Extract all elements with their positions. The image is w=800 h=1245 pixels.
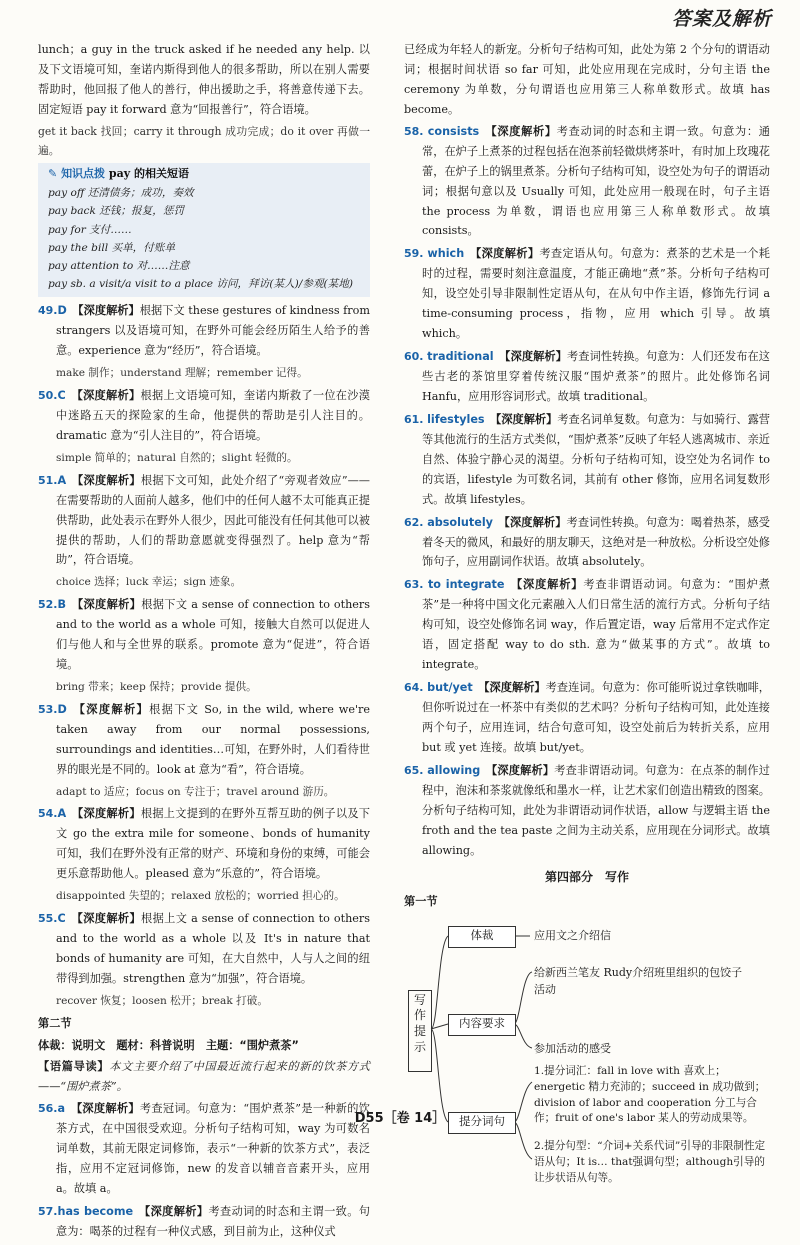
item-answer: C — [57, 389, 66, 403]
item-answer: D — [57, 702, 67, 716]
item-explanation: 考查动词的时态和主谓一致。句意为：通常，在炉子上煮茶的过程包括在泡茶前轻微烘烤茶叶，有时加上玫瑰花蕾，在炉子上的锅里煮茶。分析句子结构可知，设空处为句子的谓语动词；根据句意以及 Usually 可知，此处应用一般现在时，句子主语 the process 为单数，谓语也应用第三人称单数形式。故填 consists。 — [422, 124, 770, 238]
pencil-icon: ✎ — [48, 167, 58, 181]
item-explanation: 根据下文 So, in the wild, where we're taken away from our normal possessions, surroundings and identities…可知，在野外时，人们看待世界的眼光是不同的。look at 意为“看”，符合语境。 — [56, 702, 370, 776]
item-number: 64. — [404, 681, 424, 695]
answer-item — [38, 804, 370, 906]
left-column — [38, 40, 370, 1245]
knowledge-tip-header — [48, 165, 362, 184]
answer-item — [38, 909, 370, 1011]
answer-item — [404, 410, 770, 510]
item-number: 56. — [38, 1102, 58, 1116]
writing-mindmap — [404, 914, 770, 1184]
answer-item — [38, 471, 370, 593]
section-four-title: 第四部分 写作 — [544, 869, 629, 884]
item-vocab: adapt to 适应；focus on 专注于；travel around 游历。 — [56, 785, 335, 798]
knowledge-tip-tag: 知识点拨 — [61, 167, 106, 181]
mindmap-content-1: 给新西兰笔友 Rudy介绍班里组织的包饺子活动 — [534, 965, 743, 996]
item-vocab: choice 选择；luck 幸运；sign 迹象。 — [56, 576, 242, 589]
item-answer: A — [57, 807, 67, 821]
mindmap-language-2: 2.提分句型：“介词+关系代词”引导的非限制性定语从句；It is… that强调句型；although引导的让步状语从句等。 — [534, 1139, 766, 1184]
answer-item — [404, 122, 770, 242]
item-number: 60. — [404, 350, 424, 364]
item-tag: 【深度解析】 — [470, 246, 540, 261]
answer-item — [38, 301, 370, 383]
item-tag: 【深度解析】 — [71, 597, 142, 612]
page-header-title: 答案及解析 — [671, 8, 772, 30]
item-number: 51. — [38, 473, 58, 487]
item-vocab: bring 带来；keep 保持；provide 提供。 — [56, 680, 257, 693]
answer-item — [38, 1202, 370, 1242]
item-vocab: disappointed 失望的；relaxed 放松的；worried 担心的。 — [56, 890, 345, 903]
item-answer: B — [57, 598, 67, 612]
item-answer: to integrate — [427, 578, 505, 592]
answer-item — [404, 678, 770, 758]
item-number: 63. — [404, 578, 424, 592]
item-tag: 【深度解析】 — [72, 472, 141, 487]
answer-item — [404, 761, 770, 861]
item-tag: 【深度解析】 — [478, 680, 546, 695]
knowledge-tip-box — [38, 163, 370, 297]
item-tag: 【深度解析】 — [498, 514, 567, 529]
item-tag: 【深度解析】 — [72, 303, 140, 318]
item-number: 53. — [38, 702, 58, 716]
phrase-line: pay off 还清债务；成功，奏效 — [48, 187, 194, 200]
item-tag: 【深度解析】 — [70, 1101, 140, 1116]
item-tag: 【深度解析】 — [71, 911, 142, 925]
item-answer: consists — [427, 124, 480, 138]
intro-vocab: get it back 找回；carry it through 成功完成；do it over 再做一遍。 — [38, 124, 370, 157]
mindmap-language: 提分词句 — [448, 1112, 516, 1134]
section-two-meta: 体裁：说明文 题材：科普说明 主题：“围炉煮茶” — [38, 1038, 299, 1052]
right-column — [404, 40, 770, 1184]
intro-paragraph: lunch；a guy in the truck asked if he needed any help. 以及下文语境可知，奎诺内斯得到他人的很多帮助，所以在别人需要帮助时，他回报了他人的善行，伸出援助之手，将善意传递下去。固定短语 pay it forward 意为“回报善行”，符合语境。 — [38, 43, 370, 116]
item-answer: but/yet — [427, 681, 473, 695]
continued-paragraph: 已经成为年轻人的新宠。分析句子结构可知，此处为第 2 个分句的谓语动词；根据时间状语 so far 可知，此处应用现在完成时，分句主语 the ceremony 为单数，分句谓语也应用第三人称单数形式。故填 has become。 — [404, 43, 770, 116]
answer-item — [404, 244, 770, 344]
item-vocab: recover 恢复；loosen 松开；break 打破。 — [56, 994, 268, 1007]
mindmap-genre: 体裁 — [448, 926, 516, 948]
item-explanation: 考查非谓语动词。句意为：“围炉煮茶”是一种将中国文化元素融入人们日常生活的流行方式。分析句子结构可知，设空处修饰名词 way，作后置定语，way 后常用不定式作定语，固定搭配 way to do sth. 意为“做某事的方式”。故填 to integrate。 — [422, 578, 770, 672]
item-tag: 【深度解析】 — [72, 806, 141, 821]
answer-item — [38, 386, 370, 468]
item-number: 61. — [404, 412, 424, 426]
item-answer: absolutely — [427, 515, 493, 529]
phrase-line: pay for 支付…… — [48, 223, 132, 236]
item-answer: has become — [57, 1205, 134, 1219]
item-number: 55. — [38, 912, 58, 925]
item-answer: A — [57, 473, 67, 487]
reading-guide-tag: 【语篇导读】 — [38, 1059, 110, 1074]
item-tag: 【深度解析】 — [71, 388, 141, 403]
item-explanation: 根据下文 a sense of connection to others and to the world as a whole 可知，接触大自然可以促进人们与他人和与全世界的联系。promote 意为“促进”，符合语境。 — [56, 598, 370, 672]
item-tag: 【深度解析】 — [73, 701, 150, 716]
item-answer: lifestyles — [427, 412, 485, 426]
item-number: 65. — [404, 763, 424, 777]
mindmap-content-2: 参加活动的感受 — [534, 1041, 611, 1055]
knowledge-tip-title: pay 的相关短语 — [108, 167, 189, 181]
item-explanation: 考查连词。句意为：你可能听说过拿铁咖啡，但你听说过在一杯茶中有类似的艺术吗？分析句子结构可知，此处连接两个句子，应用连词，结合句意可知，设空处前后为转折关系，应用 but 或 yet 连接。故填 but/yet。 — [422, 681, 770, 754]
item-number: 58. — [404, 124, 424, 138]
item-answer: which — [427, 247, 465, 261]
mindmap-content: 内容要求 — [448, 1014, 516, 1036]
item-vocab: make 制作；understand 理解；remember 记得。 — [56, 367, 308, 380]
item-tag: 【深度解析】 — [510, 577, 584, 592]
phrase-line: pay sb. a visit/a visit to a place 访问，拜访(某人)/参观(某地) — [48, 278, 353, 291]
reading-guide-text: 本文主要介绍了中国最近流行起来的新的饮茶方式——“围炉煮茶”。 — [38, 1060, 370, 1094]
answer-item — [404, 513, 770, 573]
item-tag: 【深度解析】 — [485, 123, 557, 138]
answer-item — [404, 575, 770, 675]
item-explanation: 考查非谓语动词。句意为：在点茶的制作过程中，泡沫和茶浆就像纸和墨水一样，让艺术家们创造出精致的图案。分析句子结构可知，此处为非谓语动词作状语，allow 与逻辑主语 the froth and the tea paste 之间为主动关系，应用现在分词形式。故填 allowing。 — [422, 763, 770, 857]
item-explanation: 考查名词单复数。句意为：与如骑行、露营等其他流行的生活方式类似，“围炉煮茶”反映了年轻人逃离城市、亲近自然、体验宁静心灵的渴望。分析句子结构可知，设空处为名词作 to 的宾语，lifestyle 为可数名词，其前有 other 修饰，应用名词复数形式。故填 lifestyles。 — [422, 412, 770, 506]
answer-item — [38, 700, 370, 802]
item-explanation: 根据下文可知，此处介绍了“旁观者效应”——在需要帮助的人面前人越多，他们中的任何人越不太可能真正提供帮助，此处表示在野外人很少，因此可能没有任何其他可以被提供的帮助，人们的帮助意愿就变得强烈了。help 意为“帮助”，符合语境。 — [56, 473, 370, 567]
mindmap-language-1: 1.提分词汇：fall in love with 喜欢上；energetic 精力充沛的；succeed in 成功做到；division of labor and cooperation 分工与合作；fruit of one's labor 某人的劳动成果等。 — [534, 1064, 766, 1125]
item-number: 59. — [404, 247, 424, 261]
section-two-title: 第二节 — [38, 1016, 72, 1030]
item-explanation: 考查词性转换。句意为：人们还发布在这些古老的茶馆里穿着传统汉服“围炉煮茶”的照片。此处修饰名词 Hanfu，应用形容词形式。故填 traditional。 — [422, 350, 770, 403]
item-number: 49. — [38, 304, 58, 318]
mindmap-root: 写作提示 — [408, 990, 432, 1072]
item-answer: allowing — [427, 763, 481, 777]
item-tag: 【深度解析】 — [486, 762, 555, 777]
answer-item — [38, 595, 370, 697]
reading-guide — [38, 1057, 370, 1097]
item-tag: 【深度解析】 — [139, 1204, 209, 1219]
item-number: 57. — [38, 1205, 58, 1219]
item-answer: D — [57, 304, 67, 318]
item-answer: traditional — [427, 350, 494, 364]
item-tag: 【深度解析】 — [499, 349, 567, 364]
mindmap-genre-text: 应用文之介绍信 — [534, 928, 611, 942]
item-explanation: 根据上文提到的在野外互帮互助的例子以及下文 go the extra mile for someone、bonds of humanity 可知，我们在野外没有正常的财产、环境和身份的束缚，可能会更乐意帮助他人。pleased 意为“乐意的”，符合语境。 — [56, 807, 370, 881]
item-explanation: 根据上文语境可知，奎诺内斯救了一位在沙漠中迷路五天的探险家的生命，他提供的帮助是引人注目的。dramatic 意为“引人注目的”，符合语境。 — [56, 389, 370, 442]
item-explanation: 考查冠词。句意为：“围炉煮茶”是一种新的饮茶方式，在中国很受欢迎。分析句子结构可知，way 为可数名词单数，其前无限定词修饰，表示“一种新的饮茶方式”，表泛指，应用不定冠词修饰，new 的发音以辅音音素开头，应用 a。故填 a。 — [56, 1102, 370, 1196]
item-number: 52. — [38, 598, 58, 612]
item-number: 54. — [38, 807, 58, 821]
item-answer: a — [57, 1102, 66, 1116]
page-footer: D55［卷 14］ — [354, 1111, 446, 1126]
answer-item — [404, 347, 770, 407]
item-tag: 【深度解析】 — [490, 411, 558, 426]
item-number: 50. — [38, 389, 58, 403]
item-explanation: 根据下文 these gestures of kindness from strangers 以及语境可知，在野外可能会经历陌生人给予的善意。experience 意为“经历”，符合语境。 — [56, 304, 370, 358]
item-vocab: simple 简单的；natural 自然的；slight 轻微的。 — [56, 451, 298, 464]
item-number: 62. — [404, 515, 424, 529]
phrase-line: pay attention to 对……注意 — [48, 259, 190, 272]
phrase-line: pay back 还钱；报复，惩罚 — [48, 205, 185, 218]
item-answer: C — [57, 912, 66, 925]
item-explanation: 考查动词的时态和主谓一致。句意为：喝茶的过程有一种仪式感，到目前为止，这种仪式 — [56, 1205, 370, 1238]
item-explanation: 考查定语从句。句意为：煮茶的艺术是一个耗时的过程，需要时刻注意温度，才能正确地“煮”茶。分析句子结构可知，设空处引导非限制性定语从句，在从句中作主语，修饰先行词 a time-consuming process，指物，应用 which 引导。故填 which。 — [422, 247, 770, 341]
section-four-sub: 第一节 — [404, 894, 438, 908]
item-explanation: 考查词性转换。句意为：喝着热茶，感受着冬天的微风，和最好的朋友聊天，这绝对是一种放松。分析设空处修饰句子，应用副词作状语。故填 absolutely。 — [422, 515, 770, 569]
item-explanation: 根据上文 a sense of connection to others and to the world as a whole 以及 It's in nature that bonds of humanity are 可知，在大自然中，人与人之间的纽带得到加强。strengthen 意为“加强”，符合语境。 — [56, 912, 370, 985]
phrase-line: pay the bill 买单，付账单 — [48, 241, 176, 254]
